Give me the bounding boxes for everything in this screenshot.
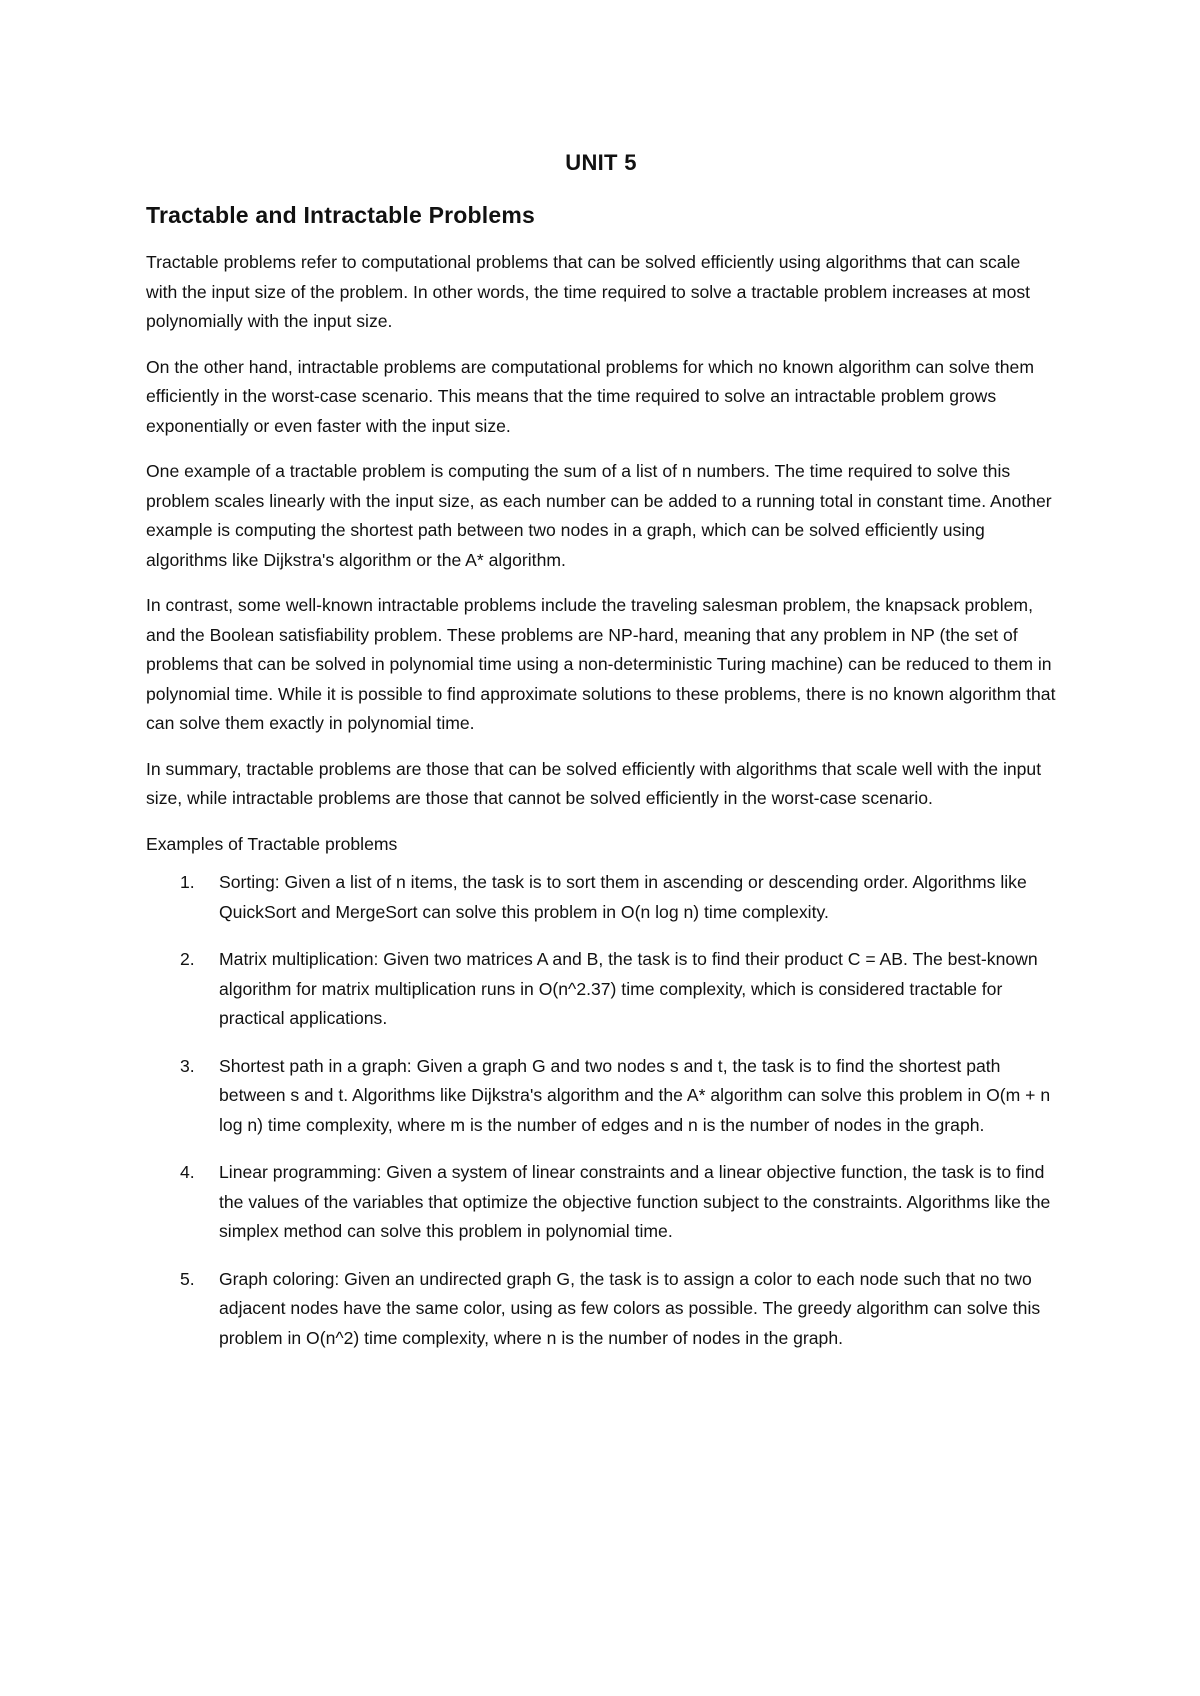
list-item-text: Shortest path in a graph: Given a graph G and two nodes s and t, the task is to find the shortest path between s and t. Algorithms like Dijkstra's algorithm and the A* algorithm can solve this problem in O(m + n log n) time complexity, where m is the number of edges and n is the number of nodes in the graph.	[219, 1055, 1051, 1135]
list-item-number: 1.	[180, 872, 195, 892]
section-title: Tractable and Intractable Problems	[146, 202, 535, 228]
list-item-text: Graph coloring: Given an undirected graph G, the task is to assign a color to each node such that no two adjacent nodes have the same color, using as few colors as possible. The greedy algorithm can solve this problem in O(n^2) time complexity, where n is the number of nodes in the graph.	[219, 1268, 1041, 1348]
paragraph-tractable-definition: Tractable problems refer to computational problems that can be solved efficiently using algorithms that can scale with the input size of the problem. In other words, the time required to solve a tractable problem increases at most polynomially with the input size.	[146, 252, 1031, 331]
list-item-number: 3.	[180, 1055, 195, 1076]
list-item	[146, 868, 1056, 927]
examples-list	[146, 868, 1056, 1353]
paragraph-summary: In summary, tractable problems are those that can be solved efficiently with algorithms that scale well with the input size, while intractable problems are those that cannot be solved efficiently in the worst-case scenario.	[146, 758, 1042, 808]
list-item	[146, 1158, 1056, 1247]
list-item-text: Matrix multiplication: Given two matrices A and B, the task is to find their product C = AB. The best-known algorithm for matrix multiplication runs in O(n^2.37) time complexity, which is considered tractable for practical applications.	[219, 949, 1038, 1028]
paragraph-intractable-examples: In contrast, some well-known intractable problems include the traveling salesman problem, the knapsack problem, and the Boolean satisfiability problem. These problems are NP-hard, meaning that any problem in NP (the set of problems that can be solved in polynomial time using a non-deterministic Turing machine) can be reduced to them in polynomial time. While it is possible to find approximate solutions to these problems, there is no known algorithm that can solve them exactly in polynomial time.	[146, 595, 1056, 733]
unit-title: UNIT 5	[565, 150, 637, 175]
list-item-text: Linear programming: Given a system of linear constraints and a linear objective function, the task is to find the values of the variables that optimize the objective function subject to the constraints. Algorithms like the simplex method can solve this problem in polynomial time.	[219, 1162, 1051, 1241]
list-item-number: 4.	[180, 1162, 195, 1182]
paragraph-intractable-definition: On the other hand, intractable problems are computational problems for which no known algorithm can solve them efficiently in the worst-case scenario. This means that the time required to solve an intractable problem grows exponentially or even faster with the input size.	[146, 356, 1034, 436]
document-body	[146, 148, 1056, 1371]
paragraph-tractable-example: One example of a tractable problem is computing the sum of a list of n numbers. The time required to solve this problem scales linearly with the input size, as each number can be added to a running total in constant time. Another example is computing the shortest path between two nodes in a graph, which can be solved efficiently using algorithms like Dijkstra's algorithm or the A* algorithm.	[146, 461, 1052, 570]
list-item	[146, 945, 1056, 1034]
list-item	[146, 1052, 1056, 1141]
list-item-text: Sorting: Given a list of n items, the task is to sort them in ascending or descending order. Algorithms like QuickSort and MergeSort can solve this problem in O(n log n) time complexity.	[219, 872, 1027, 922]
list-item-number: 5.	[180, 1268, 195, 1289]
list-item	[146, 1265, 1056, 1354]
examples-label: Examples of Tractable problems	[146, 833, 398, 854]
list-item-number: 2.	[180, 949, 195, 969]
